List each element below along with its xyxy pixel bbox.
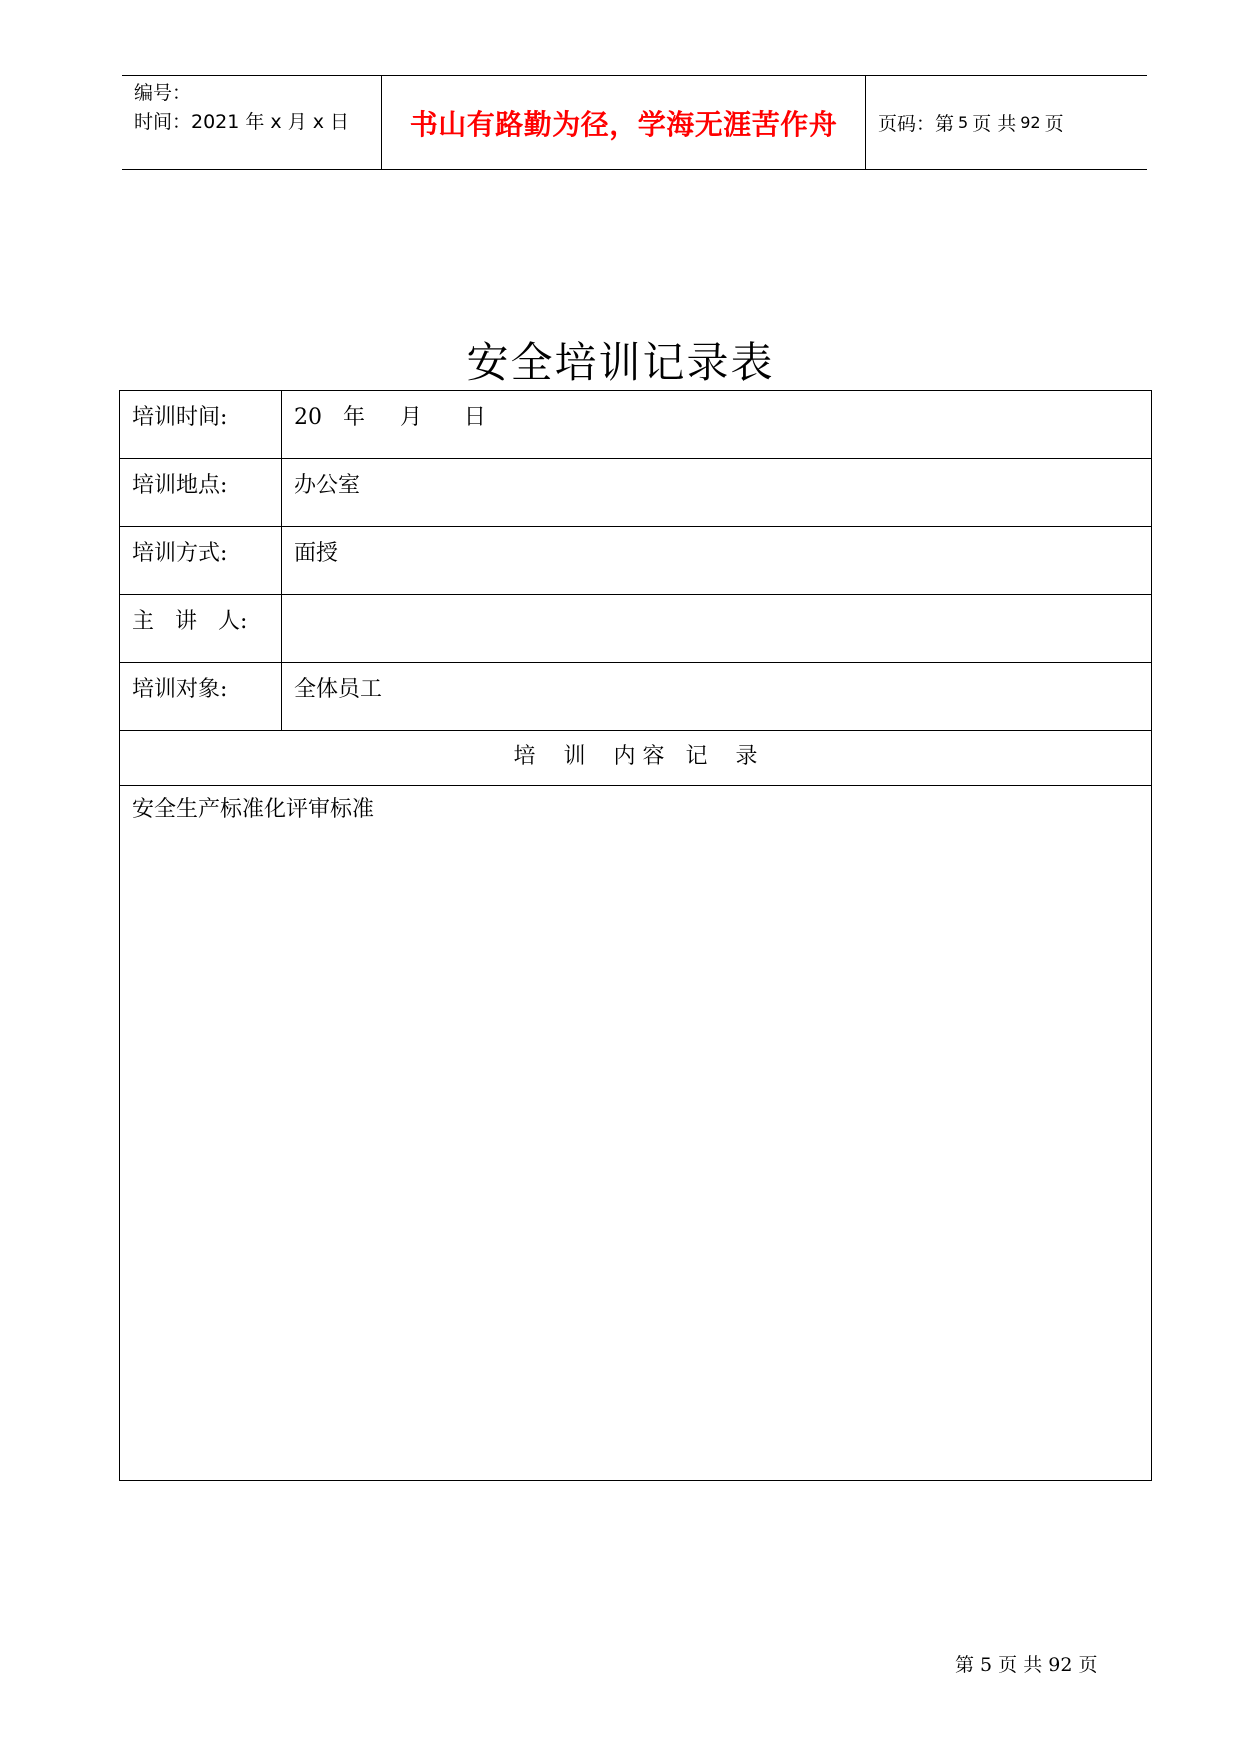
page-total: 92	[1020, 113, 1041, 132]
serial-number-label: 编号：	[134, 82, 192, 104]
header-meta	[122, 76, 382, 169]
table-row	[120, 459, 1151, 527]
page-footer: 第 5 页 共 92 页	[955, 1654, 1098, 1676]
row-label: 培训时间:	[120, 391, 282, 458]
row-label: 培训方式:	[120, 527, 282, 594]
page-suffix: 页	[1044, 113, 1064, 135]
training-content: 安全生产标准化评审标准	[132, 797, 375, 822]
page-prefix: 页码：第	[878, 113, 955, 135]
page-header	[122, 75, 1147, 170]
row-value: 办公室	[294, 473, 361, 498]
row-label: 主 讲 人:	[120, 595, 282, 662]
training-record-table	[119, 390, 1152, 1481]
table-row	[120, 391, 1151, 459]
table-row	[120, 527, 1151, 595]
row-label: 培训地点:	[120, 459, 282, 526]
row-label: 培训对象:	[120, 663, 282, 730]
table-row	[120, 595, 1151, 663]
document-title: 安全培训记录表	[466, 338, 775, 387]
row-value: 20 年 月 日	[294, 405, 486, 430]
header-motto: 书山有路勤为径，学海无涯苦作舟	[382, 76, 866, 169]
content-section-heading: 培 训 内 容 记 录	[120, 731, 1151, 786]
page-mid: 页 共	[972, 113, 1017, 135]
row-value: 全体员工	[294, 677, 383, 702]
page-current: 5	[958, 113, 969, 132]
header-time: 时间：2021 年 x 月 x 日	[134, 111, 350, 133]
table-row	[120, 663, 1151, 731]
header-page-number	[866, 76, 1147, 169]
row-value	[282, 595, 1151, 662]
row-value: 面授	[294, 541, 339, 566]
